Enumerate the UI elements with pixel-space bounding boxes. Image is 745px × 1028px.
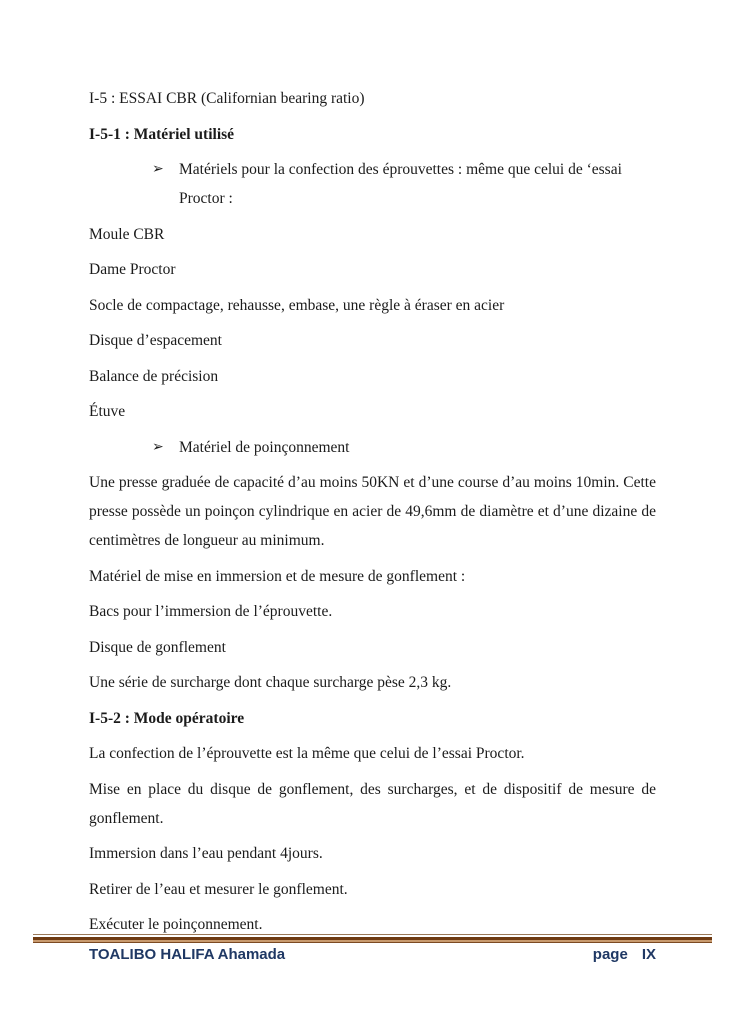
paragraph: Bacs pour l’immersion de l’éprouvette. [89, 603, 333, 620]
footer-page-number: IX [641, 946, 656, 963]
paragraph: La confection de l’éprouvette est la même que celui de l’essai Proctor. [89, 745, 525, 762]
paragraph: Matériel de mise en immersion et de mesure de gonflement : [89, 567, 466, 585]
paragraph: I-5-2 : Mode opératoire [89, 709, 245, 727]
paragraph: Dame Proctor [89, 261, 176, 278]
footer-divider [33, 934, 712, 943]
paragraph: Retirer de l’eau et mesurer le gonflement. [89, 880, 348, 898]
document-body [89, 84, 656, 946]
paragraph: Une série de surcharge dont chaque surcharge pèse 2,3 kg. [89, 674, 452, 691]
bullet-paragraph: ➢ Matériels pour la confection des éprouvettes : même que celui de ‘essai Proctor : [89, 155, 656, 213]
paragraph: Exécuter le poinçonnement. [89, 916, 263, 933]
page-footer [89, 946, 656, 963]
paragraph: Disque de gonflement [89, 638, 226, 656]
paragraph: Socle de compactage, rehausse, embase, une règle à éraser en acier [89, 296, 505, 314]
footer-divider-thin-bottom [33, 942, 712, 943]
paragraph: I-5 : ESSAI CBR (Californian bearing ratio) [89, 90, 365, 107]
paragraph: Immersion dans l’eau pendant 4jours. [89, 845, 323, 862]
paragraph: Disque d’espacement [89, 332, 222, 349]
paragraph: Mise en place du disque de gonflement, des surcharges, et de dispositif de mesure de gonflement. [89, 780, 656, 827]
bullet-arrow-icon: ➢ [152, 161, 164, 177]
paragraph: I-5-1 : Matériel utilisé [89, 125, 235, 143]
paragraph: Balance de précision [89, 367, 219, 385]
paragraph: Moule CBR [89, 225, 165, 243]
bullet-paragraph: ➢ Matériel de poinçonnement [89, 433, 656, 462]
bullet-arrow-icon: ➢ [152, 438, 164, 455]
footer-page-label: page [592, 946, 628, 963]
paragraph: Une presse graduée de capacité d’au moins 50KN et d’une course d’au moins 10min. Cette presse possède un poinçon cylindrique en acier de 49,6mm de diamètre et d’une dizaine de centimètres de longueur au minimum. [89, 474, 656, 549]
paragraph: Étuve [89, 403, 126, 420]
footer-page-indicator [593, 946, 656, 963]
footer-author: TOALIBO HALIFA Ahamada [89, 946, 286, 963]
